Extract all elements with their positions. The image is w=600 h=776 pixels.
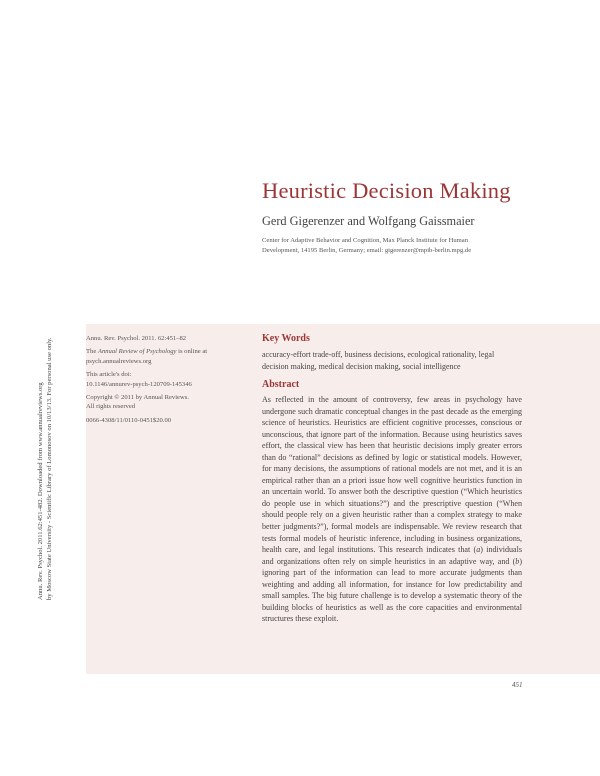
doi-label: This article's doi: [86,371,132,379]
doi-link[interactable]: 10.1146/annurev-psych-120709-145346 [86,380,192,388]
doi-block [86,370,246,389]
online-prefix: The [86,348,97,356]
issn: 0066-4308/11/0110-0451$20.00 [86,416,172,424]
article-metadata [86,334,246,429]
online-availability [86,347,246,366]
authors: Gerd Gigerenzer and Wolfgang Gaissmaier [262,214,475,228]
copyright: Copyright © 2011 by Annual Reviews. [86,394,189,402]
affiliation-line-1: Center for Adaptive Behavior and Cognition, Max Planck Institute for Human [262,237,469,244]
keywords-heading: Key Words [262,333,310,344]
article-title: Heuristic Decision Making [262,178,511,203]
online-suffix: is online at psych.annualreviews.org [86,348,208,365]
affiliation-line-2: Development, 14195 Berlin, Germany; email: gigerenzer@mpib-berlin.mpg.de [262,246,472,254]
rights: All rights reserved [86,403,136,411]
download-side-note [36,240,54,600]
side-note-line-2: by Moscow State University - Scientific Library of Lomonosov on 10/13/13. For personal use only. [46,337,53,600]
abstract-part-1: As reflected in the amount of controversy, few areas in psychology have undergone such dramatic conceptual changes in the past decade as the emerging science of heuristics. Heuristics are efficient cognitive processes, conscious or unconscious, that ignore part of the information. Because using heuristics saves effort, the classical view has been that heuristic decisions imply greater errors than do “rational” decisions as defined by logic or statistical models. However, for many decisions, the assumptions of rational models are not met, and it is an empirical rather than an a priori issue how well cognitive heuristics function in an uncertain world. To answer both the descriptive question (“Which heuristics do people use in which situations?”) and the prescriptive question (“When should people rely on a given heuristic rather than a complex strategy to make better judgments?”), formal models are indispensable. We review research that tests formal models of heuristic inference, including in business organizations, health care, and legal institutions. This research indicates that ( [262,395,522,555]
abstract-marker-b: b [515,556,520,566]
journal-name: Annual Review of Psychology [97,348,177,356]
abstract-marker-a: a [476,545,481,555]
affiliation [262,236,532,255]
citation: Annu. Rev. Psychol. 2011. 62:451–82 [86,335,187,342]
abstract-part-2: ) individuals and organizations often rely on simple heuristics in an adaptive way, and ( [262,545,522,566]
keywords-text: accuracy-effort trade-off, business decisions, ecological rationality, legal decision making, medical decision making, social intelligence [262,350,495,371]
copyright-block [86,393,246,412]
abstract-part-3: ) ignoring part of the information can lead to more accurate judgments than weighting and adding all information, for instance for low predictability and small samples. The big future challenge is to develop a systematic theory of the building blocks of heuristics as well as the core capacities and environmental structures these exploit. [262,556,522,624]
abstract-text [262,394,522,625]
abstract-heading: Abstract [262,379,300,390]
page-number: 451 [512,681,523,689]
side-note-line-1: Annu. Rev. Psychol. 2011.62:451-482. Downloaded from www.annualreviews.org [37,382,44,600]
